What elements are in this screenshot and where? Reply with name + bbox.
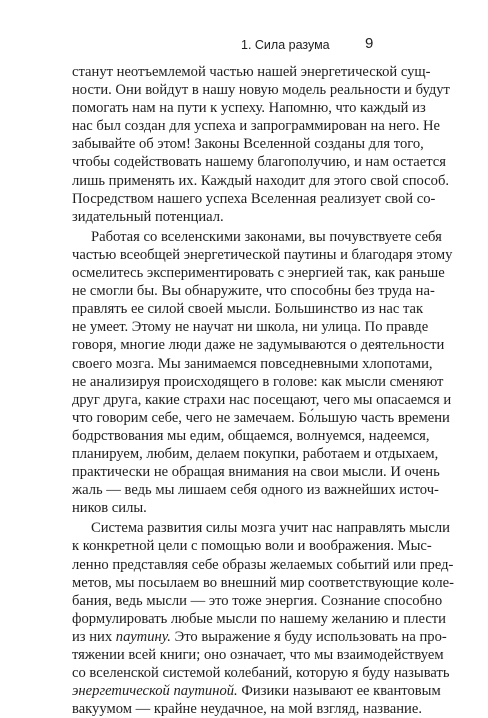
text-line: зидательный потенциал. (72, 208, 224, 225)
text-line: метов, мы посылаем во внешний мир соответствующие коле- (72, 574, 454, 591)
running-header-chapter: 1. Сила разума (241, 38, 330, 52)
text-line (72, 628, 447, 646)
text-line: жаль — ведь мы лишаем себя одного из важнейших источ- (72, 482, 439, 499)
paragraph (72, 228, 453, 518)
text-line: формулировать любые мысли по нашему желанию и плести (72, 610, 446, 627)
text-line: нас был создан для успеха и запрограммирован на него. Не (72, 118, 441, 135)
text-line: тяжении всей книги; оно означает, что мы взаимодействуем (72, 647, 444, 663)
text-line: друг друга, какие страхи нас посещают, чего мы опасаемся и (72, 391, 452, 408)
text-line: вакуумом — крайне неудачное, на мой взгляд, название. (72, 701, 422, 718)
text-line: не анализируя происходящего в голове: как мысли сменяют (72, 373, 444, 390)
text-line: осмелитесь экспериментировать с энергией так, как раньше (72, 265, 445, 282)
text-line: правлять ее силой своей мысли. Большинство из нас так (72, 301, 424, 318)
text-line: лишь применять их. Каждый находит для этого свой способ. (72, 172, 450, 189)
italic-term: паутину. (115, 628, 171, 645)
text-segment: Это выражение я буду использовать на про- (170, 628, 447, 645)
text-line: планируем, любим, делаем покупки, работаем и отдыхаем, (72, 445, 439, 462)
paragraph (72, 63, 450, 226)
text-line: своего мозга. Мы занимаемся повседневными хлопотами, (72, 355, 433, 372)
text-line: Система развития силы мозга учит нас направлять мысли (91, 520, 450, 537)
text-line: что говорим себе, чего не замечаем. Бо́льшую часть времени (72, 409, 450, 426)
text-line: со вселенской системой колебаний, которую я буду называть (72, 665, 450, 682)
page-number: 9 (365, 35, 374, 52)
text-line: не смогли бы. Вы обнаружите, что способны без труда на- (72, 283, 435, 300)
text-line: ленно представляя себе образы желаемых событий или пред- (72, 556, 454, 573)
text-line: бания, ведь мысли — это тоже энергия. Сознание способно (72, 592, 443, 609)
text-segment: Физики называют ее квантовым (237, 683, 441, 700)
text-line (72, 682, 441, 700)
text-line: чтобы содействовать нашему благополучию, и нам остается (72, 154, 446, 171)
text-line: Посредством нашего успеха Вселенная реализует свой со- (72, 190, 436, 207)
text-line: станут неотъемлемой частью нашей энергетической сущ- (72, 64, 431, 80)
text-line: ности. Они войдут в нашу новую модель реальности и будут (72, 82, 450, 99)
text-line: к конкретной цели с помощью воли и воображения. Мыс- (72, 538, 432, 555)
text-segment: из них (72, 628, 116, 645)
text-line: частью всеобщей энергетической паутины и благодаря этому (72, 246, 453, 263)
text-line: помогать нам на пути к успеху. Напомню, что каждый из (72, 100, 426, 117)
text-line: забывайте об этом! Законы Вселенной созданы для того, (72, 136, 424, 153)
text-line: ников силы. (72, 500, 147, 517)
body-text (72, 63, 454, 718)
italic-term: энергетической паутиной. (72, 683, 238, 700)
text-line: говоря, многие люди даже не задумываются о деятельности (72, 337, 445, 354)
paragraph (72, 519, 454, 718)
text-line: практически не обращая внимания на свои мысли. И очень (72, 464, 440, 481)
text-line: не умеет. Этому не научат ни школа, ни улица. По правде (72, 319, 429, 336)
text-line: бодрствования мы едим, общаемся, волнуемся, надеемся, (72, 427, 430, 444)
text-line: Работая со вселенскими законами, вы почувствуете себя (91, 228, 442, 245)
